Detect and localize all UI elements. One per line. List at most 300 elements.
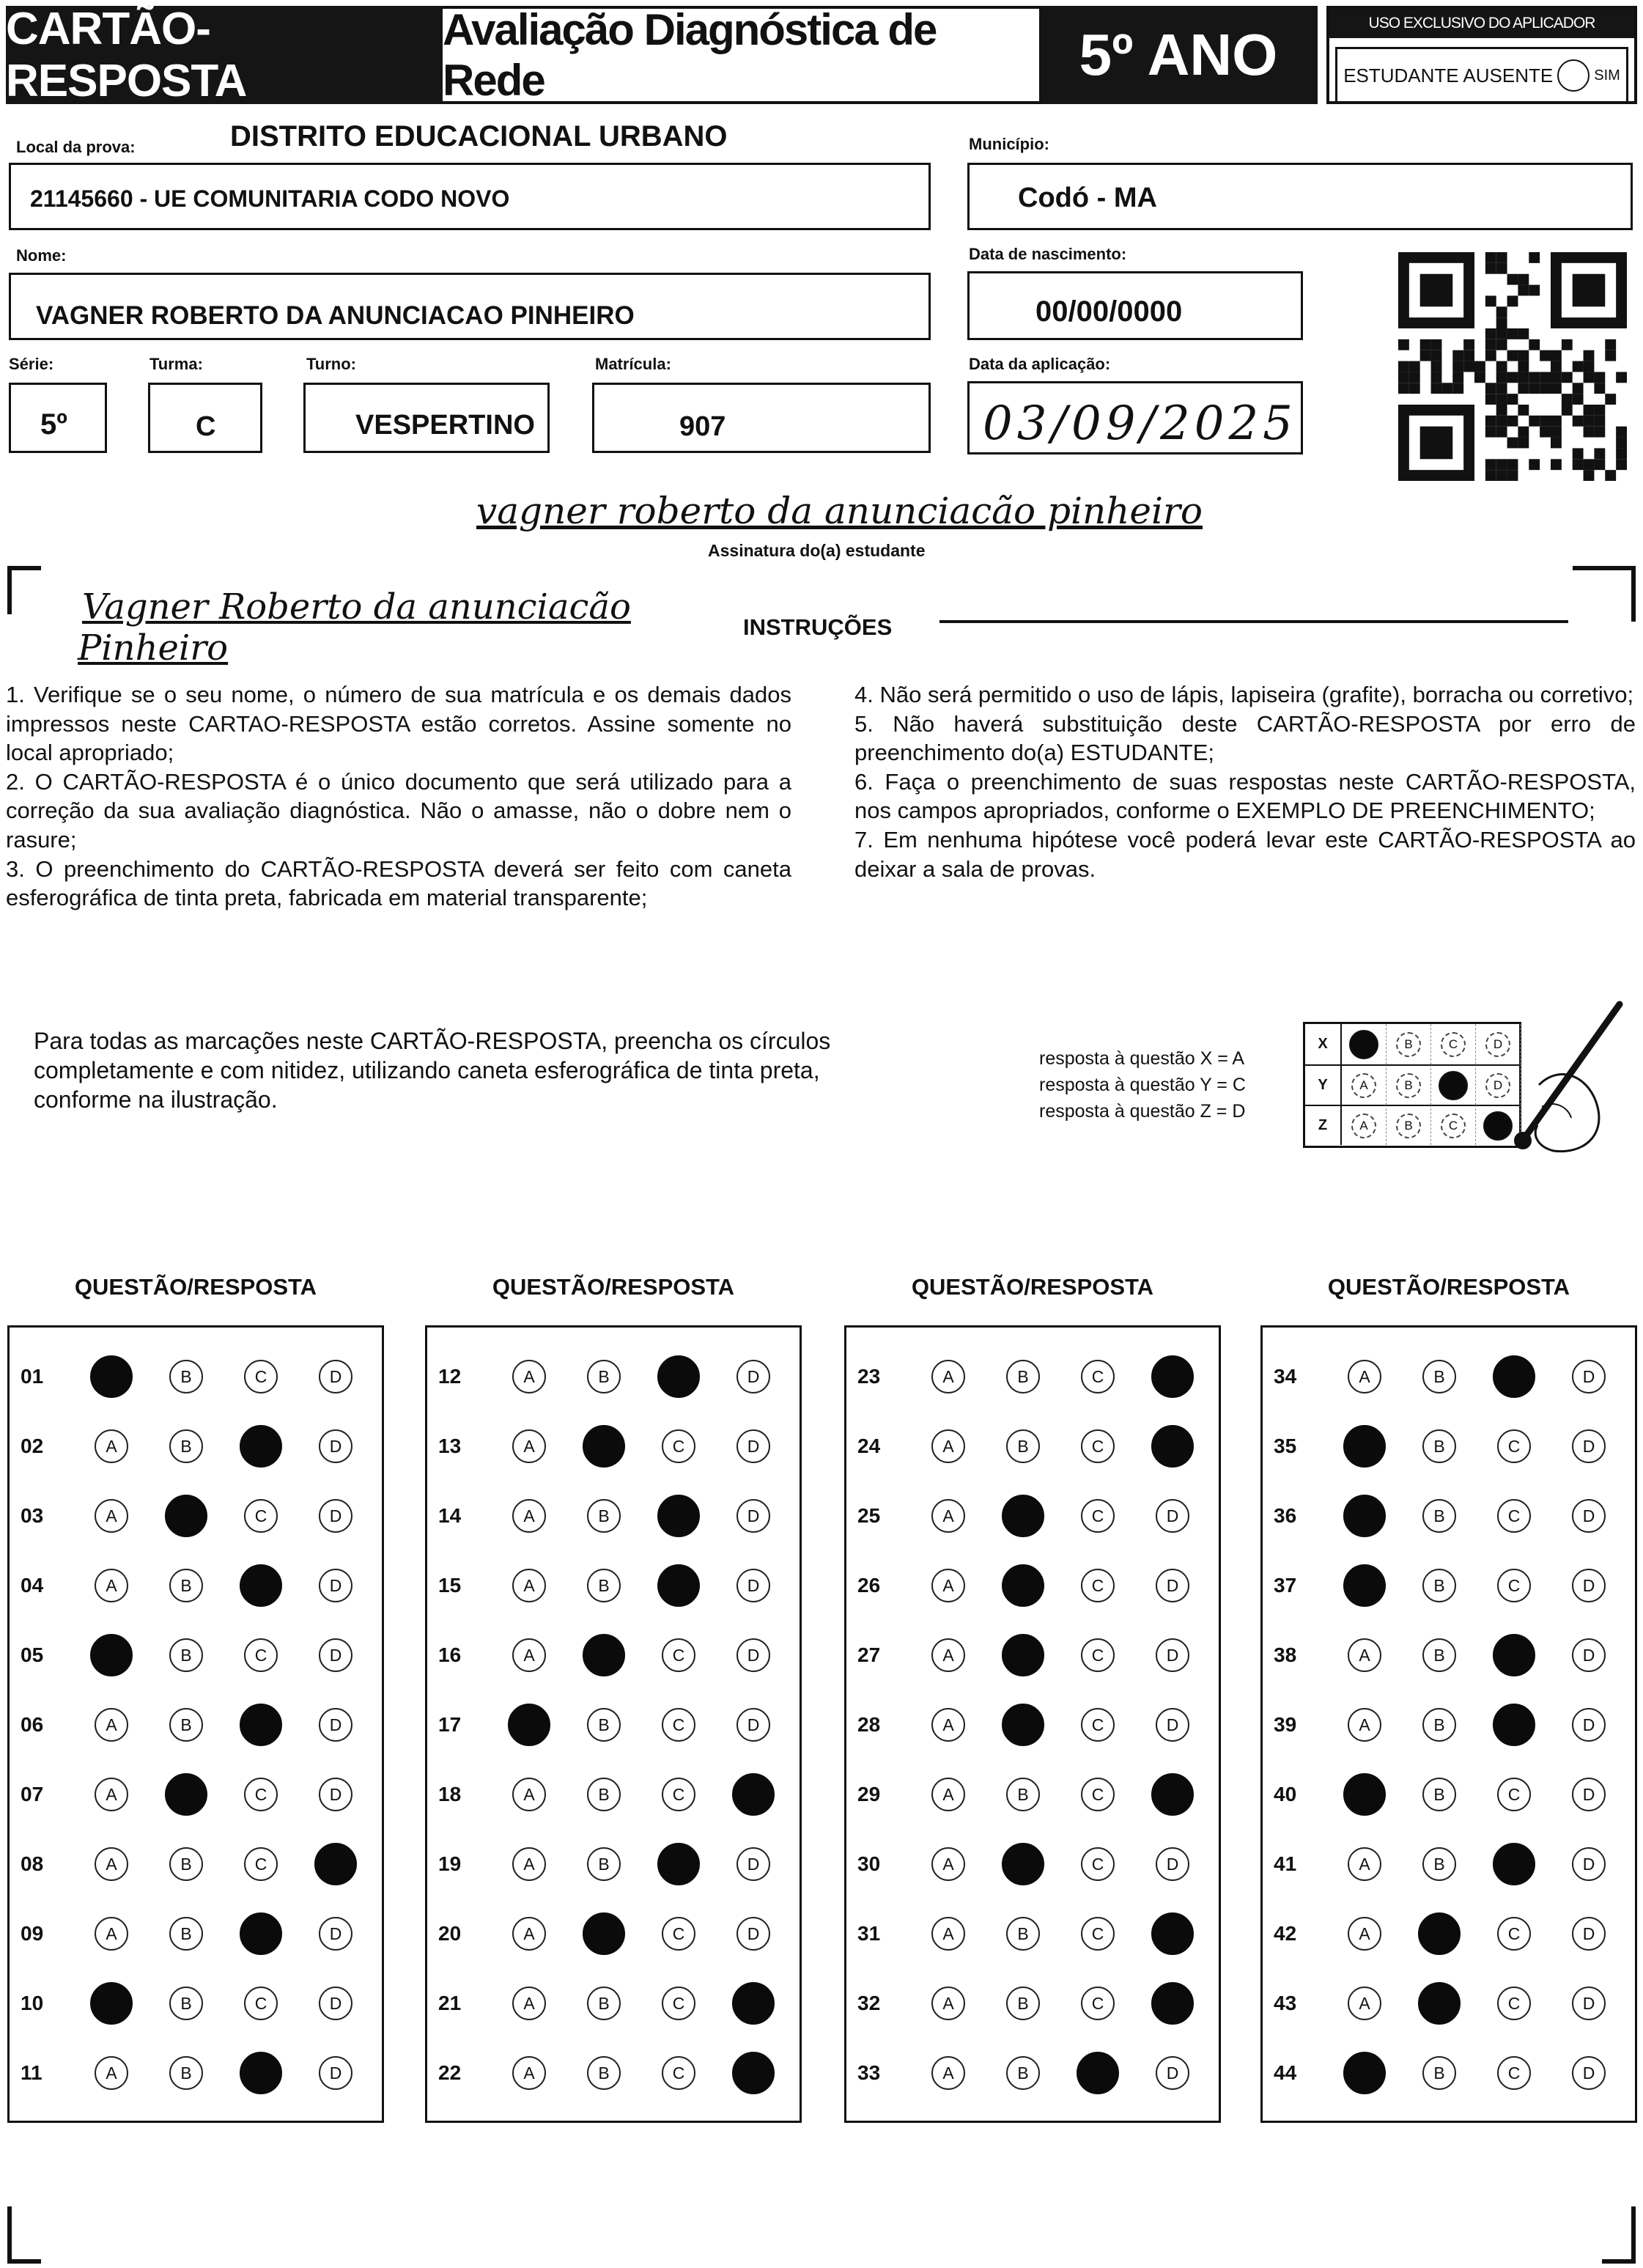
answer-bubble-d[interactable]: [732, 1773, 775, 1816]
corner-top-right: [1573, 566, 1636, 622]
answer-bubble-b[interactable]: B: [587, 1708, 621, 1742]
absent-checkbox[interactable]: [1557, 59, 1590, 92]
example-cell: [1431, 1024, 1476, 1064]
answer-bubble-b[interactable]: B: [169, 1360, 203, 1393]
answer-bubble-b[interactable]: [1418, 1912, 1461, 1955]
answer-bubble-b[interactable]: B: [1006, 2056, 1040, 2090]
answer-bubble-d[interactable]: D: [736, 1569, 770, 1602]
answer-bubble-b[interactable]: [583, 1634, 625, 1676]
answer-bubble-c[interactable]: C: [662, 1987, 695, 2020]
answer-bubble-c[interactable]: [1493, 1843, 1535, 1885]
nascimento-field: [967, 271, 1303, 340]
answer-bubble-b[interactable]: B: [169, 1569, 203, 1602]
absent-yes-label: SIM: [1594, 67, 1620, 84]
instruction-3: 3. O preenchimento do CARTÃO-RESPOSTA deverá ser feito com caneta esferográfica de tinta preta, fabricada em material transparente;: [6, 855, 791, 911]
answer-bubble-b[interactable]: B: [587, 1778, 621, 1811]
answer-bubble-b[interactable]: B: [587, 1847, 621, 1881]
answer-bubble-d[interactable]: [1151, 1773, 1194, 1816]
answer-bubble-b[interactable]: [1002, 1843, 1044, 1885]
answer-bubble-d[interactable]: D: [1156, 1638, 1189, 1672]
absent-row: [1335, 47, 1628, 104]
matricula-field: [592, 383, 931, 453]
question-number: 19: [438, 1852, 462, 1875]
example-bubble-c: [1439, 1071, 1468, 1100]
answer-bubble-a[interactable]: A: [95, 1917, 128, 1951]
answer-bubble-c[interactable]: C: [1081, 1360, 1115, 1393]
corner-bottom-right: [1602, 2206, 1636, 2264]
matricula-label: Matrícula:: [595, 355, 671, 373]
answer-bubble-a[interactable]: [90, 1634, 133, 1676]
exam-title: Avaliação Diagnóstica de Rede: [443, 5, 937, 105]
answer-bubble-c[interactable]: C: [1081, 1917, 1115, 1951]
corner-bottom-left: [7, 2206, 41, 2264]
answer-bubble-c[interactable]: C: [1497, 2056, 1531, 2090]
answer-bubble-b[interactable]: B: [1006, 1987, 1040, 2020]
example-bubble-b: B: [1396, 1073, 1421, 1098]
answer-bubble-b[interactable]: B: [587, 1987, 621, 2020]
answer-bubble-b[interactable]: B: [169, 1638, 203, 1672]
answer-bubble-a[interactable]: A: [1348, 1360, 1381, 1393]
question-number: 40: [1274, 1783, 1297, 1805]
answer-bubble-a[interactable]: A: [1348, 1987, 1381, 2020]
answer-bubble-c[interactable]: [657, 1355, 700, 1398]
sheet-title: CARTÃO-RESPOSTA: [6, 6, 443, 104]
answer-bubble-a[interactable]: A: [1348, 1847, 1381, 1881]
answer-bubble-b[interactable]: B: [1422, 1499, 1456, 1533]
answer-bubble-a[interactable]: A: [95, 1499, 128, 1533]
answer-bubble-a[interactable]: A: [931, 1708, 965, 1742]
example-bubble-b: B: [1396, 1032, 1421, 1057]
example-legend-z: resposta à questão Z = D: [1039, 1101, 1246, 1122]
answer-bubble-b[interactable]: B: [1422, 1847, 1456, 1881]
answer-bubble-b[interactable]: B: [1006, 1917, 1040, 1951]
answer-bubble-a[interactable]: A: [931, 2056, 965, 2090]
answer-bubble-a[interactable]: A: [931, 1499, 965, 1533]
answer-bubble-c[interactable]: C: [662, 1778, 695, 1811]
example-bubble-c: C: [1441, 1113, 1466, 1138]
answer-bubble-a[interactable]: A: [512, 1847, 546, 1881]
answer-bubble-d[interactable]: D: [1156, 1569, 1189, 1602]
question-number: 32: [857, 1992, 881, 2014]
question-number: 38: [1274, 1643, 1297, 1666]
answer-bubble-c[interactable]: C: [244, 1638, 278, 1672]
question-number: 05: [21, 1643, 44, 1666]
answer-bubble-c[interactable]: [1493, 1355, 1535, 1398]
answer-bubble-c[interactable]: C: [1081, 1638, 1115, 1672]
question-number: 34: [1274, 1365, 1297, 1388]
answer-bubble-d[interactable]: D: [1572, 2056, 1606, 2090]
example-legend-y: resposta à questão Y = C: [1039, 1075, 1246, 1095]
answer-bubble-c[interactable]: C: [1081, 1499, 1115, 1533]
answer-bubble-a[interactable]: [508, 1704, 550, 1746]
nome-field: [9, 273, 931, 340]
answer-bubble-c[interactable]: [240, 1704, 282, 1746]
answer-bubble-c[interactable]: [240, 1912, 282, 1955]
answer-bubble-c[interactable]: C: [244, 1778, 278, 1811]
answer-bubble-a[interactable]: A: [931, 1987, 965, 2020]
column-header: QUESTÃO/RESPOSTA: [911, 1274, 1154, 1300]
answer-bubble-d[interactable]: D: [1156, 1708, 1189, 1742]
municipio-label: Município:: [969, 135, 1049, 153]
answer-bubble-a[interactable]: A: [1348, 1638, 1381, 1672]
answer-bubble-b[interactable]: [583, 1425, 625, 1468]
answer-bubble-a[interactable]: [90, 1355, 133, 1398]
nascimento-value: 00/00/0000: [1035, 295, 1183, 328]
turno-label: Turno:: [306, 355, 357, 373]
answer-bubble-d[interactable]: D: [736, 1847, 770, 1881]
answer-bubble-a[interactable]: A: [95, 1708, 128, 1742]
question-number: 08: [21, 1852, 44, 1875]
corner-top-left: [7, 566, 41, 614]
answer-bubble-d[interactable]: D: [319, 1360, 352, 1393]
question-number: 22: [438, 2061, 462, 2084]
nome-label: Nome:: [16, 246, 67, 265]
answer-bubble-b[interactable]: B: [587, 1569, 621, 1602]
answer-bubble-d[interactable]: D: [319, 1499, 352, 1533]
question-number: 35: [1274, 1435, 1297, 1457]
question-number: 29: [857, 1783, 881, 1805]
answer-bubble-b[interactable]: [165, 1495, 207, 1537]
answer-bubble-d[interactable]: D: [319, 1778, 352, 1811]
example-bubble-a: A: [1351, 1073, 1376, 1098]
answer-bubble-d[interactable]: [1151, 1912, 1194, 1955]
example-cell: [1387, 1105, 1431, 1145]
answer-bubble-d[interactable]: D: [1156, 1499, 1189, 1533]
instruction-1: 1. Verifique se o seu nome, o número de sua matrícula e os demais dados impressos neste CARTAO-RESPOSTA estão corretos. Assine somente no local apropriado;: [6, 682, 791, 766]
signature-caption: Assinatura do(a) estudante: [708, 541, 926, 560]
example-row-label: Y: [1305, 1064, 1342, 1105]
answer-bubble-a[interactable]: A: [931, 1638, 965, 1672]
serie-field: [9, 383, 107, 453]
example-cell: [1342, 1064, 1387, 1105]
example-bubble-a: A: [1351, 1113, 1376, 1138]
question-number: 37: [1274, 1574, 1297, 1597]
answer-bubble-b[interactable]: B: [1422, 2056, 1456, 2090]
answer-bubble-c[interactable]: C: [1081, 1708, 1115, 1742]
question-number: 09: [21, 1922, 44, 1945]
aplicacao-field: [967, 381, 1303, 454]
answer-bubble-b[interactable]: [583, 1912, 625, 1955]
answer-bubble-b[interactable]: B: [169, 1917, 203, 1951]
answer-bubble-d[interactable]: D: [736, 1638, 770, 1672]
question-number: 13: [438, 1435, 462, 1457]
answer-bubble-c[interactable]: [240, 1425, 282, 1468]
answer-bubble-d[interactable]: D: [319, 1917, 352, 1951]
answer-bubble-d[interactable]: D: [736, 1708, 770, 1742]
question-number: 03: [21, 1504, 44, 1527]
answer-bubble-b[interactable]: B: [1422, 1429, 1456, 1463]
answer-bubble-c[interactable]: C: [1081, 1847, 1115, 1881]
example-cell: [1342, 1105, 1387, 1145]
serie-value: 5º: [40, 408, 67, 441]
pen-hand-illustration: [1495, 997, 1634, 1173]
answer-bubble-b[interactable]: B: [169, 1429, 203, 1463]
qr-code: [1398, 252, 1627, 481]
answer-bubble-c[interactable]: C: [1497, 1778, 1531, 1811]
example-cell: [1431, 1064, 1476, 1105]
answer-bubble-d[interactable]: [1151, 1355, 1194, 1398]
answer-bubble-d[interactable]: D: [1156, 2056, 1189, 2090]
answer-bubble-d[interactable]: D: [1572, 1429, 1606, 1463]
question-number: 41: [1274, 1852, 1297, 1875]
answer-bubble-a[interactable]: A: [95, 1847, 128, 1881]
answer-bubble-a[interactable]: A: [512, 1987, 546, 2020]
answer-bubble-a[interactable]: A: [512, 1917, 546, 1951]
answer-bubble-c[interactable]: C: [662, 1708, 695, 1742]
answer-bubble-b[interactable]: [1002, 1564, 1044, 1607]
example-bubble-a: [1349, 1030, 1378, 1059]
answer-bubble-c[interactable]: [1493, 1704, 1535, 1746]
turno-field: [303, 383, 550, 453]
question-number: 26: [857, 1574, 881, 1597]
answer-bubble-a[interactable]: A: [1348, 1917, 1381, 1951]
answer-bubble-d[interactable]: D: [1572, 1569, 1606, 1602]
question-number: 42: [1274, 1922, 1297, 1945]
question-number: 18: [438, 1783, 462, 1805]
question-number: 43: [1274, 1992, 1297, 2014]
student-signature: vagner roberto da anunciacão pinheiro: [476, 490, 1203, 532]
answer-bubble-a[interactable]: A: [512, 1778, 546, 1811]
nascimento-label: Data de nascimento:: [969, 245, 1127, 263]
answer-bubble-d[interactable]: D: [1572, 1499, 1606, 1533]
example-bubble-c: C: [1441, 1032, 1466, 1057]
question-number: 16: [438, 1643, 462, 1666]
answer-bubble-c[interactable]: C: [662, 2056, 695, 2090]
example-cell: [1387, 1024, 1431, 1064]
question-number: 23: [857, 1365, 881, 1388]
answer-bubble-a[interactable]: A: [512, 1569, 546, 1602]
local-label: Local da prova:: [16, 138, 136, 156]
example-legend: [1039, 1045, 1246, 1124]
answer-bubble-d[interactable]: D: [1572, 1917, 1606, 1951]
example-bubble-d: D: [1485, 1032, 1510, 1057]
answer-bubble-d[interactable]: D: [1156, 1847, 1189, 1881]
answer-bubble-c[interactable]: C: [1081, 1429, 1115, 1463]
answer-bubble-d[interactable]: [1151, 1425, 1194, 1468]
answer-bubble-b[interactable]: B: [169, 1708, 203, 1742]
answer-bubble-b[interactable]: B: [1006, 1360, 1040, 1393]
answer-bubble-d[interactable]: D: [319, 1987, 352, 2020]
answer-bubble-b[interactable]: B: [1006, 1429, 1040, 1463]
answer-bubble-a[interactable]: [1343, 1564, 1386, 1607]
answer-bubble-d[interactable]: D: [319, 1569, 352, 1602]
answer-bubble-d[interactable]: D: [736, 1360, 770, 1393]
answer-bubble-b[interactable]: B: [587, 1499, 621, 1533]
answer-bubble-d[interactable]: D: [1572, 1708, 1606, 1742]
answer-bubble-c[interactable]: C: [1497, 1429, 1531, 1463]
nome-value: VAGNER ROBERTO DA ANUNCIACAO PINHEIRO: [36, 301, 635, 330]
answer-bubble-d[interactable]: [732, 1982, 775, 2025]
instructions-right: [854, 680, 1636, 883]
answer-bubble-d[interactable]: D: [319, 1429, 352, 1463]
answer-bubble-a[interactable]: A: [931, 1569, 965, 1602]
answer-bubble-a[interactable]: A: [931, 1847, 965, 1881]
answer-bubble-a[interactable]: A: [95, 1429, 128, 1463]
example-cell: [1431, 1105, 1476, 1145]
answer-bubble-c[interactable]: [657, 1495, 700, 1537]
answer-bubble-c[interactable]: [657, 1564, 700, 1607]
applicator-title: USO EXCLUSIVO DO APLICADOR: [1329, 9, 1634, 38]
answer-bubble-a[interactable]: [1343, 1773, 1386, 1816]
instructions-left: [6, 680, 791, 913]
example-grid: [1303, 1022, 1521, 1148]
handwritten-name-line2: Pinheiro: [78, 627, 229, 669]
applicator-box: [1326, 6, 1637, 104]
instruction-7: 7. Em nenhuma hipótese você poderá levar este CARTÃO-RESPOSTA ao deixar a sala de provas.: [854, 826, 1636, 882]
answer-bubble-c[interactable]: C: [1497, 1499, 1531, 1533]
answer-bubble-b[interactable]: B: [587, 2056, 621, 2090]
turno-value: VESPERTINO: [355, 410, 535, 441]
instruction-6: 6. Faça o preenchimento de suas respostas neste CARTÃO-RESPOSTA, nos campos apropriados, conforme o EXEMPLO DE PREENCHIMENTO;: [854, 768, 1636, 824]
answer-bubble-b[interactable]: [1002, 1495, 1044, 1537]
example-cell: [1387, 1064, 1431, 1105]
question-number: 12: [438, 1365, 462, 1388]
aplicacao-label: Data da aplicação:: [969, 355, 1111, 373]
answer-bubble-d[interactable]: D: [736, 1499, 770, 1533]
answer-bubble-c[interactable]: C: [244, 1987, 278, 2020]
answer-bubble-a[interactable]: A: [512, 1429, 546, 1463]
question-number: 06: [21, 1713, 44, 1736]
answer-bubble-c[interactable]: C: [662, 1429, 695, 1463]
answer-bubble-a[interactable]: A: [931, 1360, 965, 1393]
answer-bubble-a[interactable]: A: [512, 1360, 546, 1393]
answer-bubble-b[interactable]: [1002, 1634, 1044, 1676]
answer-bubble-c[interactable]: C: [1081, 1987, 1115, 2020]
answer-bubble-c[interactable]: [1077, 2052, 1119, 2094]
question-number: 04: [21, 1574, 44, 1597]
instruction-5: 5. Não haverá substituição deste CARTÃO-RESPOSTA por erro de preenchimento do(a) ESTUDANTE;: [854, 710, 1636, 766]
answer-bubble-a[interactable]: A: [95, 1778, 128, 1811]
answer-bubble-d[interactable]: D: [1572, 1847, 1606, 1881]
answer-bubble-b[interactable]: B: [1422, 1569, 1456, 1602]
answer-bubble-c[interactable]: C: [1497, 1987, 1531, 2020]
answer-bubble-b[interactable]: B: [169, 1987, 203, 2020]
answer-bubble-a[interactable]: A: [512, 1499, 546, 1533]
question-number: 21: [438, 1992, 462, 2014]
answer-bubble-c[interactable]: C: [1081, 1778, 1115, 1811]
answer-bubble-a[interactable]: [90, 1982, 133, 2025]
answer-bubble-d[interactable]: D: [736, 1429, 770, 1463]
question-number: 24: [857, 1435, 881, 1457]
question-number: 30: [857, 1852, 881, 1875]
answer-bubble-d[interactable]: D: [1572, 1987, 1606, 2020]
answer-bubble-d[interactable]: D: [319, 1708, 352, 1742]
instruction-4: 4. Não será permitido o uso de lápis, lapiseira (grafite), borracha ou corretivo;: [854, 682, 1634, 707]
turma-label: Turma:: [149, 355, 203, 373]
answer-bubble-c[interactable]: C: [662, 1917, 695, 1951]
answer-bubble-b[interactable]: [1002, 1704, 1044, 1746]
answer-bubble-b[interactable]: B: [587, 1360, 621, 1393]
answer-bubble-b[interactable]: B: [1422, 1708, 1456, 1742]
question-number: 36: [1274, 1504, 1297, 1527]
aplicacao-value: 03/09/2025: [983, 397, 1297, 451]
answer-bubble-c[interactable]: C: [1497, 1569, 1531, 1602]
question-number: 20: [438, 1922, 462, 1945]
answer-bubble-a[interactable]: A: [95, 1569, 128, 1602]
question-number: 33: [857, 2061, 881, 2084]
turma-value: C: [196, 411, 216, 442]
example-legend-x: resposta à questão X = A: [1039, 1048, 1245, 1069]
question-number: 02: [21, 1435, 44, 1457]
answer-bubble-a[interactable]: [1343, 1495, 1386, 1537]
answer-bubble-b[interactable]: B: [1422, 1360, 1456, 1393]
answer-bubble-d[interactable]: [1151, 1982, 1194, 2025]
answer-bubble-a[interactable]: A: [931, 1917, 965, 1951]
grade-badge: 5º ANO: [1039, 6, 1318, 104]
answer-bubble-d[interactable]: [732, 2052, 775, 2094]
local-field: [9, 163, 931, 230]
answer-bubble-b[interactable]: [1418, 1982, 1461, 2025]
answer-bubble-b[interactable]: B: [1422, 1778, 1456, 1811]
municipio-field: [967, 163, 1633, 230]
column-header: QUESTÃO/RESPOSTA: [74, 1274, 317, 1300]
answer-bubble-d[interactable]: D: [736, 1917, 770, 1951]
answer-bubble-c[interactable]: C: [244, 1847, 278, 1881]
handwritten-name-line1: Vagner Roberto da anunciacão: [82, 586, 631, 627]
instructions-title: INSTRUÇÕES: [743, 614, 893, 640]
answer-bubble-c[interactable]: [657, 1843, 700, 1885]
answer-bubble-a[interactable]: A: [931, 1778, 965, 1811]
answer-bubble-b[interactable]: B: [169, 1847, 203, 1881]
answer-bubble-d[interactable]: D: [319, 1638, 352, 1672]
question-number: 01: [21, 1365, 44, 1388]
answer-bubble-a[interactable]: A: [512, 1638, 546, 1672]
answer-bubble-a[interactable]: A: [95, 2056, 128, 2090]
question-number: 11: [21, 2061, 43, 2084]
answer-bubble-a[interactable]: [1343, 2052, 1386, 2094]
answer-bubble-a[interactable]: A: [512, 2056, 546, 2090]
answer-bubble-b[interactable]: B: [169, 2056, 203, 2090]
answer-bubble-c[interactable]: C: [1081, 1569, 1115, 1602]
answer-bubble-c[interactable]: C: [662, 1638, 695, 1672]
answer-bubble-d[interactable]: [314, 1843, 357, 1885]
answer-bubble-c[interactable]: [240, 1564, 282, 1607]
turma-field: [148, 383, 262, 453]
question-number: 17: [438, 1713, 462, 1736]
question-number: 31: [857, 1922, 881, 1945]
example-bubble-d: D: [1485, 1073, 1510, 1098]
question-number: 44: [1274, 2061, 1297, 2084]
local-value: 21145660 - UE COMUNITARIA CODO NOVO: [30, 185, 510, 212]
question-number: 27: [857, 1643, 881, 1666]
instructions-rule: [939, 620, 1568, 623]
answer-bubble-b[interactable]: B: [1006, 1778, 1040, 1811]
district-name: DISTRITO EDUCACIONAL URBANO: [230, 120, 728, 152]
answer-bubble-c[interactable]: C: [1497, 1917, 1531, 1951]
answer-bubble-c[interactable]: C: [244, 1360, 278, 1393]
answer-bubble-a[interactable]: A: [931, 1429, 965, 1463]
absent-label: ESTUDANTE AUSENTE: [1343, 64, 1554, 86]
answer-bubble-d[interactable]: D: [1572, 1638, 1606, 1672]
answer-bubble-c[interactable]: [240, 2052, 282, 2094]
instruction-2: 2. O CARTÃO-RESPOSTA é o único documento que será utilizado para a correção da sua avaliação diagnóstica. Não o amasse, não o dobre nem o rasure;: [6, 768, 791, 853]
answer-bubble-b[interactable]: [165, 1773, 207, 1816]
serie-label: Série:: [9, 355, 54, 373]
answer-bubble-c[interactable]: [1493, 1634, 1535, 1676]
question-number: 07: [21, 1783, 44, 1805]
answer-bubble-d[interactable]: D: [1572, 1360, 1606, 1393]
answer-bubble-a[interactable]: [1343, 1425, 1386, 1468]
example-text: Para todas as marcações neste CARTÃO-RESPOSTA, preencha os círculos completamente e com nitidez, utilizando caneta esferográfica de tinta preta, conforme na ilustração.: [34, 1028, 831, 1113]
column-header: QUESTÃO/RESPOSTA: [492, 1274, 735, 1300]
municipio-value: Codó - MA: [1018, 183, 1157, 213]
answer-bubble-c[interactable]: C: [244, 1499, 278, 1533]
example-cell: [1342, 1024, 1387, 1064]
answer-bubble-a[interactable]: A: [1348, 1708, 1381, 1742]
answer-bubble-d[interactable]: D: [319, 2056, 352, 2090]
answer-bubble-b[interactable]: B: [1422, 1638, 1456, 1672]
answer-bubble-d[interactable]: D: [1572, 1778, 1606, 1811]
